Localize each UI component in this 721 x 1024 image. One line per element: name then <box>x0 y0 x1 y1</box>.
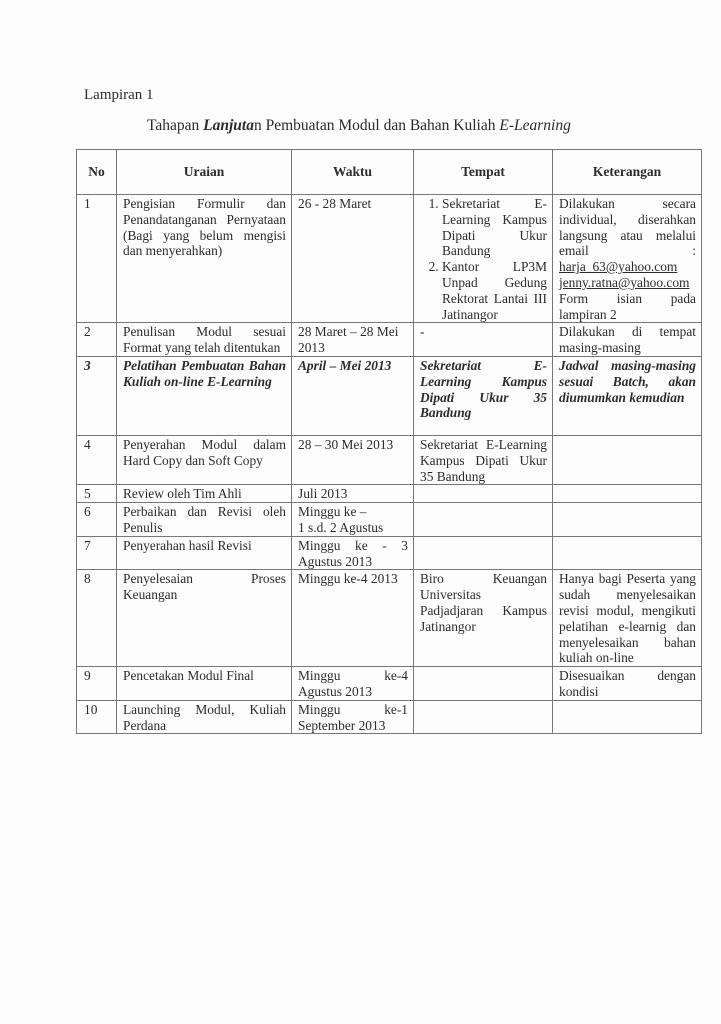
cell-uraian: Penulisan Modul sesuai Format yang telah ditentukan <box>117 323 292 357</box>
cell-keterangan: Jadwal masing-masing sesuai Batch, akan diumumkan kemudian <box>553 356 702 435</box>
keterangan-outro: Form isian pada lampiran 2 <box>559 290 696 322</box>
header-uraian: Uraian <box>117 150 292 195</box>
cell-uraian: Perbaikan dan Revisi oleh Penulis <box>117 503 292 537</box>
cell-no: 6 <box>77 503 117 537</box>
cell-uraian: Penyerahan hasil Revisi <box>117 536 292 570</box>
cell-tempat: Biro Keuangan Universitas Padjadjaran Kampus Jatinangor <box>414 570 553 667</box>
cell-no: 9 <box>77 667 117 701</box>
cell-tempat <box>414 667 553 701</box>
table-row <box>77 667 702 701</box>
cell-keterangan <box>553 435 702 484</box>
cell-tempat: - <box>414 323 553 357</box>
header-tempat: Tempat <box>414 150 553 195</box>
cell-waktu: Minggu ke-1 September 2013 <box>292 700 414 734</box>
title-emphasis: Lanjuta <box>203 117 254 134</box>
cell-tempat: Sekretariat E-Learning Kampus Dipati Ukur 35 Bandung <box>414 356 553 435</box>
email-link[interactable]: harja_63@yahoo.com <box>559 259 678 275</box>
table-row <box>77 700 702 734</box>
cell-uraian: Pencetakan Modul Final <box>117 667 292 701</box>
cell-waktu: 26 - 28 Maret <box>292 195 414 323</box>
header-waktu: Waktu <box>292 150 414 195</box>
cell-keterangan <box>553 503 702 537</box>
cell-tempat: Sekretariat E-Learning Kampus Dipati Ukur 35 Bandung <box>414 435 553 484</box>
cell-uraian: Review oleh Tim Ahli <box>117 485 292 503</box>
schedule-table <box>76 149 702 734</box>
table-row <box>77 570 702 667</box>
cell-no: 7 <box>77 536 117 570</box>
waktu-line: 1 s.d. 2 Agustus <box>298 519 384 535</box>
cell-uraian: Penyerahan Modul dalam Hard Copy dan Soft Copy <box>117 435 292 484</box>
attachment-label: Lampiran 1 <box>84 87 154 103</box>
tempat-list-item: 2. Kantor LP3M Unpad Gedung Rektorat Lantai III Jatinangor <box>442 259 547 322</box>
table-row <box>77 485 702 503</box>
cell-waktu: Minggu ke-4 2013 <box>292 570 414 667</box>
cell-no: 5 <box>77 485 117 503</box>
keterangan-intro: Dilakukan secara individual, diserahkan langsung atau melalui email : <box>559 196 696 259</box>
cell-waktu: Juli 2013 <box>292 485 414 503</box>
header-no: No <box>77 150 117 195</box>
cell-keterangan: Dilakukan di tempat masing-masing <box>553 323 702 357</box>
cell-waktu: 28 – 30 Mei 2013 <box>292 435 414 484</box>
cell-tempat <box>414 485 553 503</box>
cell-no: 10 <box>77 700 117 734</box>
cell-waktu: Minggu ke-4 Agustus 2013 <box>292 667 414 701</box>
tempat-list-item: 1. Sekretariat E-Learning Kampus Dipati Ukur Bandung <box>442 196 547 259</box>
cell-uraian: Launching Modul, Kuliah Perdana <box>117 700 292 734</box>
cell-tempat <box>414 503 553 537</box>
cell-keterangan <box>553 536 702 570</box>
table-row <box>77 536 702 570</box>
table-row <box>77 435 702 484</box>
cell-waktu: Minggu ke - 3 Agustus 2013 <box>292 536 414 570</box>
cell-no: 1 <box>77 195 117 323</box>
cell-waktu <box>292 503 414 537</box>
table-row <box>77 503 702 537</box>
cell-uraian: Pelatihan Pembuatan Bahan Kuliah on-line E-Learning <box>117 356 292 435</box>
page-title <box>147 117 571 135</box>
cell-keterangan <box>553 700 702 734</box>
table-row <box>77 323 702 357</box>
cell-no: 4 <box>77 435 117 484</box>
cell-keterangan <box>553 195 702 323</box>
cell-no: 2 <box>77 323 117 357</box>
cell-waktu: 28 Maret – 28 Mei 2013 <box>292 323 414 357</box>
title-italic: E-Learning <box>499 117 571 134</box>
cell-no: 3 <box>77 356 117 435</box>
tempat-list <box>420 196 547 322</box>
email-link[interactable]: jenny.ratna@yahoo.com <box>559 274 690 290</box>
title-part: Tahapan <box>147 117 204 134</box>
waktu-line: Minggu ke – <box>298 504 367 520</box>
table-row <box>77 356 702 435</box>
cell-tempat <box>414 536 553 570</box>
table-header-row <box>77 150 702 195</box>
table-row <box>77 195 702 323</box>
cell-keterangan: Hanya bagi Peserta yang sudah menyelesaikan revisi modul, mengikuti pelatihan e-learnig dan menyelesaikan bahan kuliah on-line <box>553 570 702 667</box>
cell-keterangan <box>553 485 702 503</box>
header-keterangan: Keterangan <box>553 150 702 195</box>
title-part: n Pembuatan Modul dan Bahan Kuliah <box>253 117 500 134</box>
cell-keterangan: Disesuaikan dengan kondisi <box>553 667 702 701</box>
cell-uraian: Pengisian Formulir dan Penandatanganan Pernyataan (Bagi yang belum mengisi dan menyerahkan) <box>117 195 292 323</box>
cell-uraian: Penyelesaian Proses Keuangan <box>117 570 292 667</box>
cell-waktu: April – Mei 2013 <box>292 356 414 435</box>
cell-tempat <box>414 195 553 323</box>
cell-tempat <box>414 700 553 734</box>
cell-no: 8 <box>77 570 117 667</box>
